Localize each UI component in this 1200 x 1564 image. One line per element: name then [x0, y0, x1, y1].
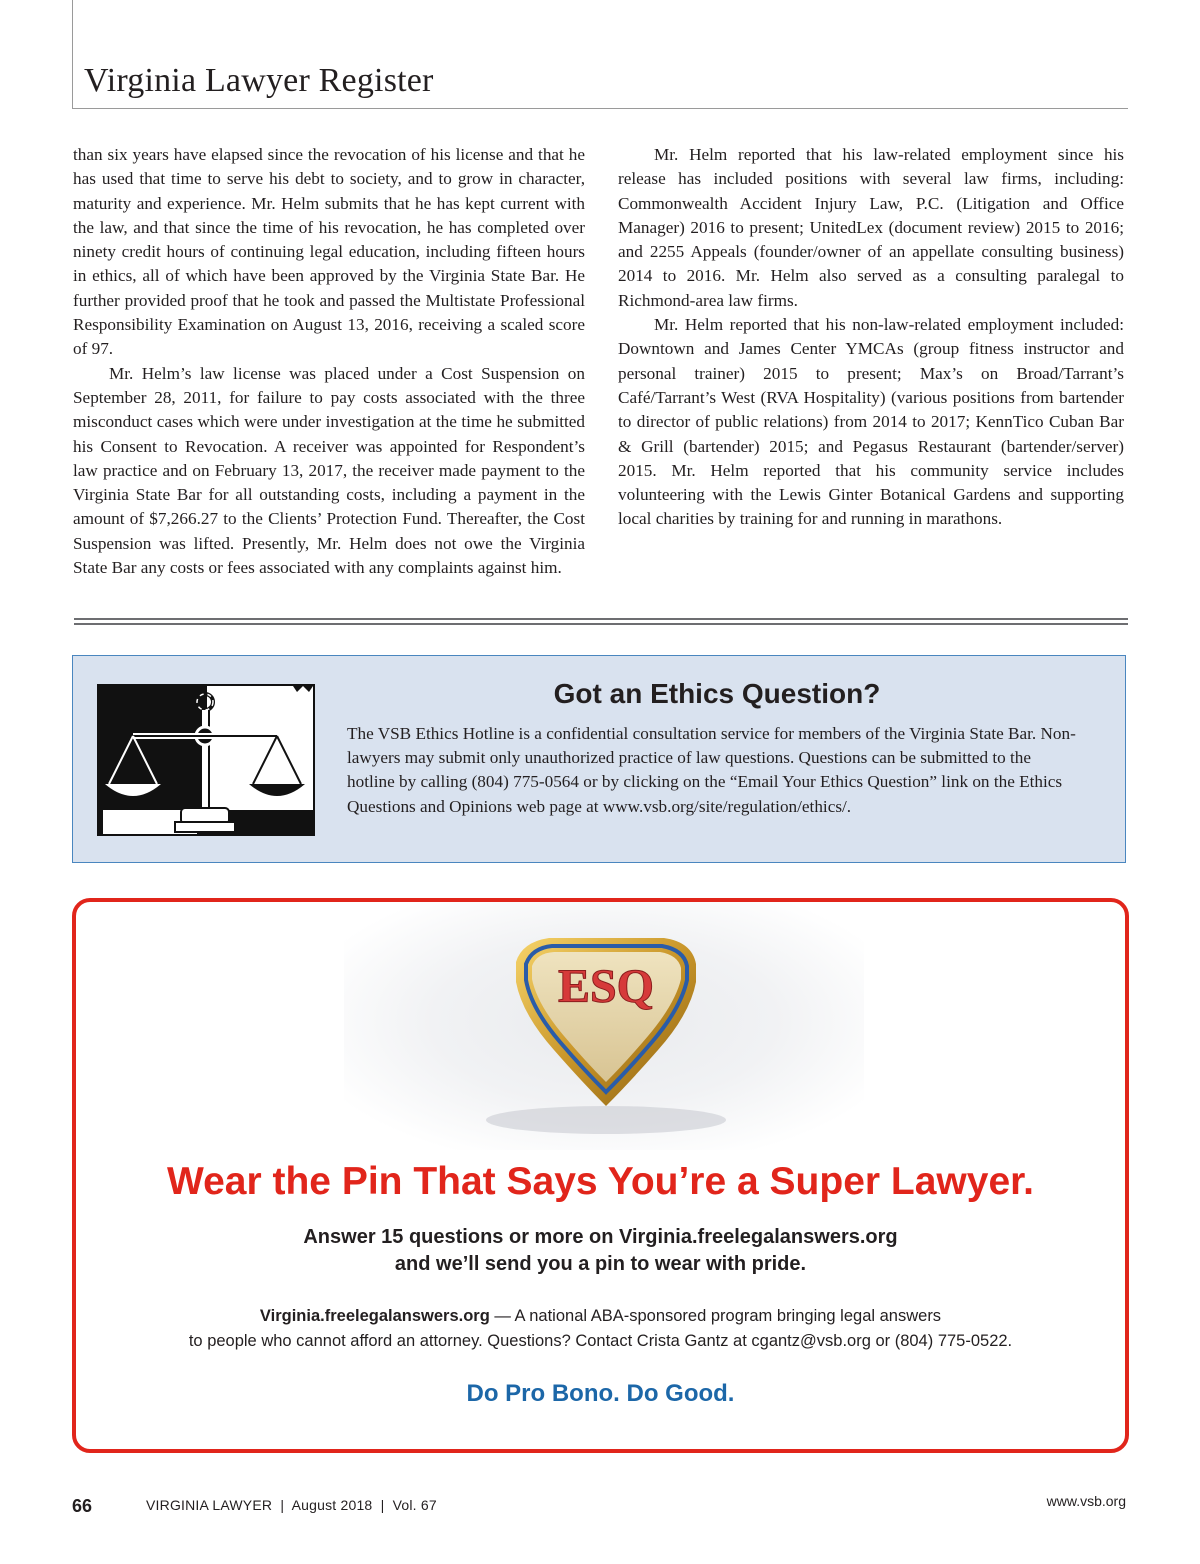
section-divider-top: [74, 618, 1128, 620]
article-paragraph: Mr. Helm’s law license was placed under a Cost Suspension on September 28, 2011, for failure to pay costs associated with the three misconduct cases which were under investigation at the time he submitted his Consent to Revocation. A receiver was appointed for Respondent’s law practice and on February 13, 2017, the receiver made payment to the Virginia State Bar for all outstanding costs, including a payment in the amount of $7,266.27 to the Clients’ Protection Fund. Thereafter, the Cost Suspension was lifted. Presently, Mr. Helm does not owe the Virginia State Bar any costs or fees associated with any complaints against him.: [73, 363, 585, 578]
article-paragraph: Mr. Helm reported that his law-related employment since his release has included positions with several law firms, including: Commonwealth Accident Injury Law, P.C. (Litigation and Office Manager) 2016 to present; UnitedLex (document review) 2015 to 2016; and 2255 Appeals (founder/owner of an appellate consulting business) 2014 to 2016. Mr. Helm also served as a consulting paralegal to Richmond-area law firms.: [618, 145, 1124, 310]
publication-info: VIRGINIA LAWYER | August 2018 | Vol. 67: [146, 1497, 437, 1513]
article-left-column: [73, 143, 585, 580]
section-divider-bottom: [74, 623, 1128, 625]
ad-headline: Wear the Pin That Says You’re a Super Lawyer.: [167, 1160, 1034, 1203]
ad-tagline: Do Pro Bono. Do Good.: [466, 1380, 735, 1407]
svg-text:ESQ: ESQ: [557, 960, 655, 1013]
ad-desc-line-1: — A national ABA-sponsored program bringing legal answers: [489, 1307, 942, 1325]
ad-site-link[interactable]: Virginia.freelegalanswers.org: [259, 1307, 490, 1325]
article-paragraph: Mr. Helm reported that his non-law-related employment included: Downtown and James Center YMCAs (group fitness instructor and personal trainer) 2015 to present; Max’s on Broad/Tarrant’s Café/Tarrant’s West (RVA Hospitality) (various positions from bartender to director of public relations) from 2014 to 2017; KennTico Cuban Bar & Grill (bartender) 2015; and Pegasus Restaurant (bartender/server) 2015. Mr. Helm reported that his community service includes volunteering with the Lewis Ginter Botanical Gardens and supporting local charities by training for and running in marathons.: [618, 315, 1124, 529]
section-title: Virginia Lawyer Register: [84, 62, 434, 99]
ad-description: [76, 1304, 1125, 1354]
esq-pin-photo: [344, 902, 864, 1150]
ethics-body: The VSB Ethics Hotline is a confidential consultation service for members of the Virginia State Bar. Non-lawyers may submit only unauthorized practice of law questions. Questions can be submitted to the hotline by calling (804) 775-0564 or by clicking on the “Email Your Ethics Question” link on the Ethics Questions and Opinions web page at www.vsb.org/site/regulation/ethics/.: [347, 724, 1076, 816]
scales-of-justice-icon: [97, 684, 315, 836]
ad-desc-line-2: to people who cannot afford an attorney. Questions? Contact Crista Gantz at cgantz@vsb.org or (804) 775-0522.: [188, 1332, 1013, 1350]
ethics-hotline-box: [72, 655, 1126, 863]
article-right-column: [618, 143, 1124, 532]
ad-sub-line-1: Answer 15 questions or more on Virginia.freelegalanswers.org: [303, 1226, 898, 1248]
ad-subheadline: [76, 1224, 1125, 1278]
ad-sub-line-2: and we’ll send you a pin to wear with pride.: [394, 1253, 807, 1275]
pro-bono-ad: [72, 898, 1129, 1453]
header-horizontal-rule: [72, 108, 1128, 109]
footer-website[interactable]: www.vsb.org: [1046, 1493, 1126, 1509]
ethics-title: Got an Ethics Question?: [553, 678, 881, 709]
header-vertical-rule: [72, 0, 73, 108]
page-number: 66: [72, 1496, 93, 1516]
article-paragraph: than six years have elapsed since the revocation of his license and that he has used that time to serve his debt to society, and to grow in character, maturity and experience. Mr. Helm submits that he has kept current with the law, and that since the time of his revocation, he has completed over ninety credit hours of continuing legal education, including fifteen hours in ethics, all of which have been approved by the Virginia State Bar. He further provided proof that he took and passed the Multistate Professional Responsibility Examination on August 13, 2016, receiving a scaled score of 97.: [73, 145, 585, 359]
